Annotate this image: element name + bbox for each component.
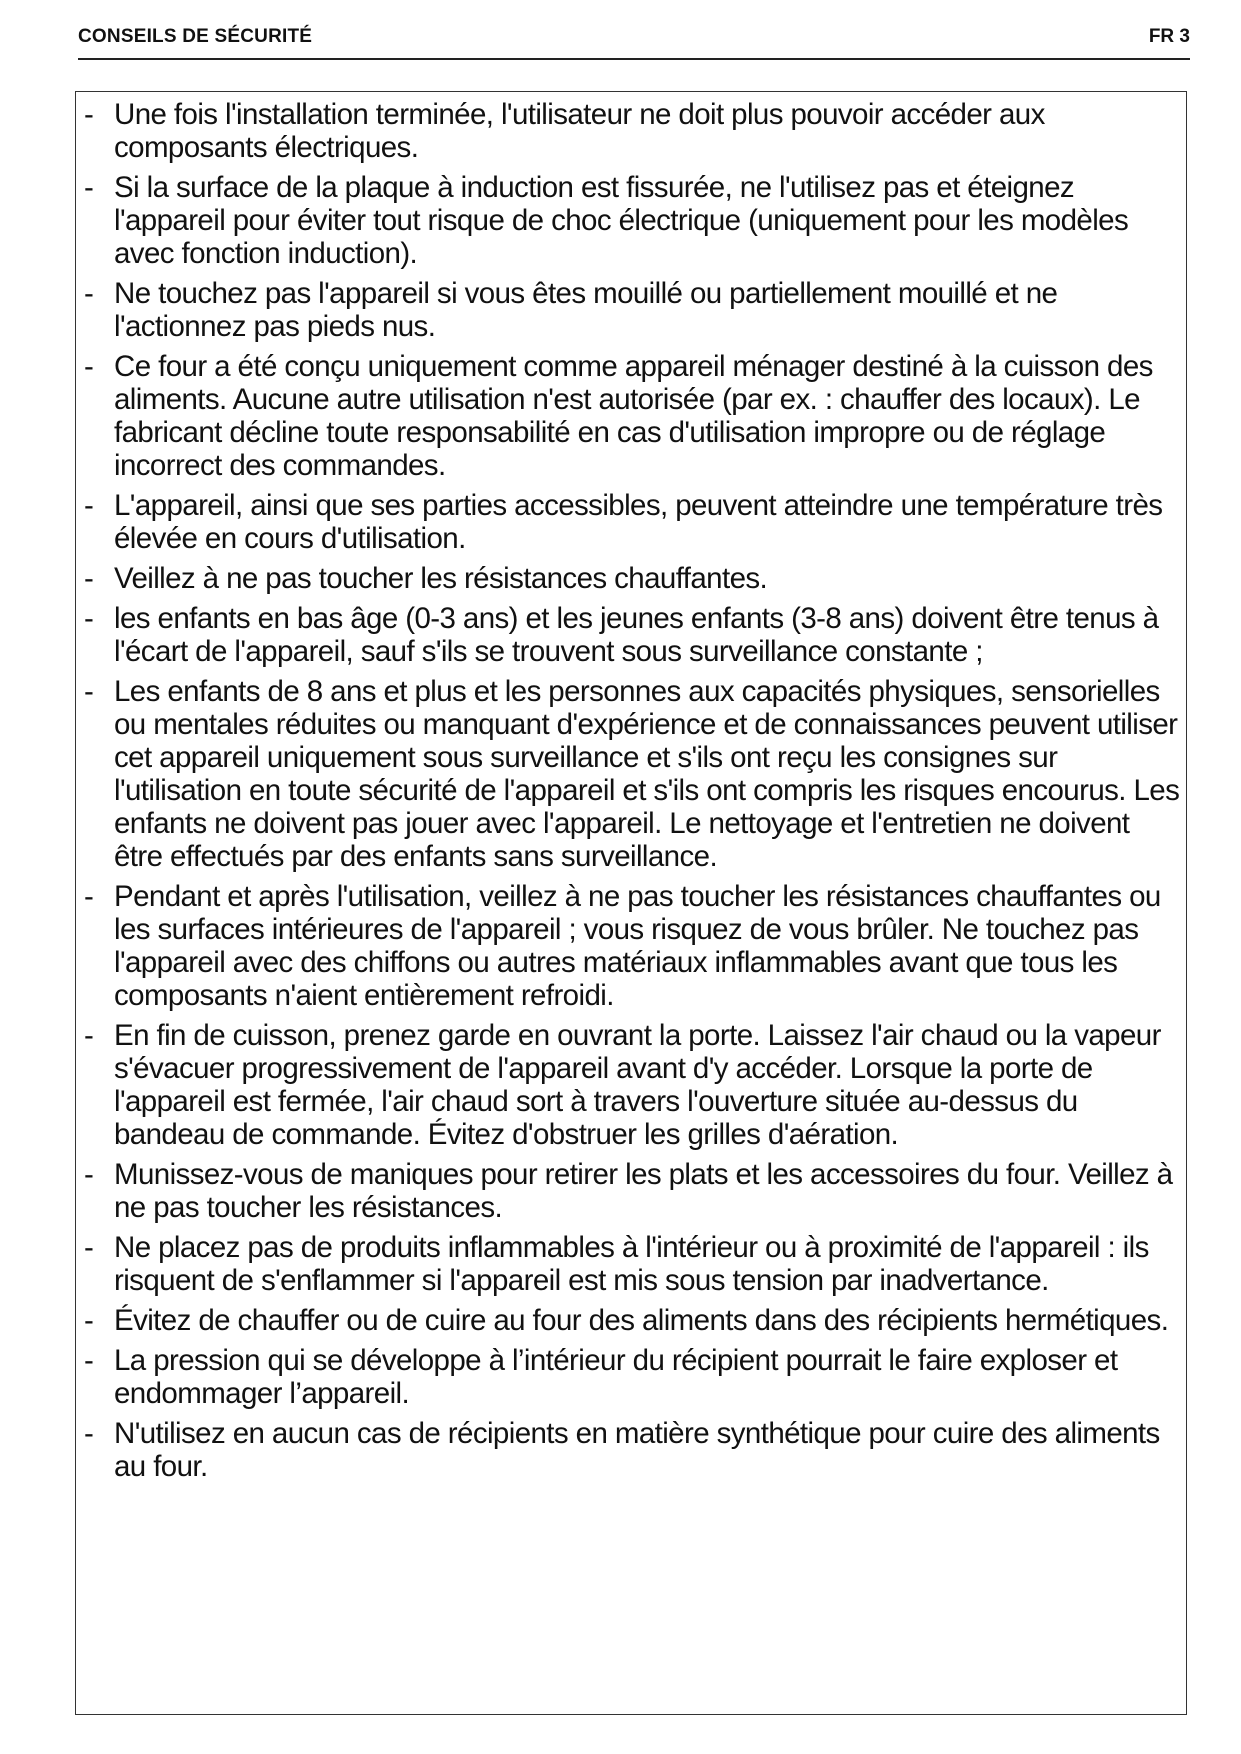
safety-rule-item: [76, 1344, 1180, 1410]
bullet-dash: -: [84, 675, 94, 708]
page-header: [78, 24, 1190, 60]
safety-rule-item: [76, 1158, 1180, 1224]
bullet-dash: -: [84, 98, 94, 131]
bullet-dash: -: [84, 489, 94, 522]
safety-rule-item: [76, 350, 1180, 482]
safety-rule-item: [76, 562, 1180, 595]
section-title: CONSEILS DE SÉCURITÉ: [78, 26, 313, 47]
safety-rule-item: [76, 489, 1180, 555]
safety-rule-item: [76, 675, 1180, 873]
safety-rule-item: [76, 277, 1180, 343]
safety-rule-item: [76, 1417, 1180, 1483]
safety-rule-text: Munissez-vous de maniques pour retirer les plats et les accessoires du four. Veillez à ne pas toucher les résistances.: [114, 1158, 1173, 1224]
bullet-dash: -: [84, 171, 94, 204]
bullet-dash: -: [84, 277, 94, 310]
bullet-dash: -: [84, 1231, 94, 1264]
safety-rule-text: Si la surface de la plaque à induction est fissurée, ne l'utilisez pas et éteignez l'appareil pour éviter tout risque de choc électrique (uniquement pour les modèles avec fonction induction).: [114, 171, 1129, 270]
safety-rule-text: La pression qui se développe à l’intérieur du récipient pourrait le faire exploser et endommager l’appareil.: [114, 1344, 1118, 1410]
page-number: FR 3: [1148, 26, 1190, 47]
safety-rule-text: En fin de cuisson, prenez garde en ouvrant la porte. Laissez l'air chaud ou la vapeur s'évacuer progressivement de l'appareil avant d'y accéder. Lorsque la porte de l'appareil est fermée, l'air chaud sort à travers l'ouverture située au-dessus du bandeau de commande. Évitez d'obstruer les grilles d'aération.: [114, 1019, 1161, 1151]
safety-rule-item: [76, 602, 1180, 668]
bullet-dash: -: [84, 562, 94, 595]
safety-rule-text: N'utilisez en aucun cas de récipients en matière synthétique pour cuire des aliments au four.: [114, 1417, 1160, 1483]
safety-rule-text: Pendant et après l'utilisation, veillez à ne pas toucher les résistances chauffantes ou les surfaces intérieures de l'appareil ; vous risquez de vous brûler. Ne touchez pas l'appareil avec des chiffons ou autres matériaux inflammables avant que tous les composants n'aient entièrement refroidi.: [114, 880, 1161, 1012]
bullet-dash: -: [84, 1158, 94, 1191]
safety-rule-text: Évitez de chauffer ou de cuire au four des aliments dans des récipients hermétiques.: [114, 1304, 1169, 1337]
safety-rule-item: [76, 98, 1180, 164]
safety-rule-text: Ce four a été conçu uniquement comme appareil ménager destiné à la cuisson des aliments. Aucune autre utilisation n'est autorisée (par ex. : chauffer des locaux). Le fabricant décline toute responsabilité en cas d'utilisation impropre ou de réglage incorrect des commandes.: [114, 350, 1153, 482]
safety-rule-text: Les enfants de 8 ans et plus et les personnes aux capacités physiques, sensorielles ou mentales réduites ou manquant d'expérience et de connaissances peuvent utiliser cet appareil uniquement sous surveillance et s'ils ont reçu les consignes sur l'utilisation en toute sécurité de l'appareil et s'ils ont compris les risques encourus. Les enfants ne doivent pas jouer avec l'appareil. Le nettoyage et l'entretien ne doivent être effectués par des enfants sans surveillance.: [114, 675, 1180, 873]
bullet-dash: -: [84, 1417, 94, 1450]
safety-rules-list: [76, 92, 1186, 1483]
bullet-dash: -: [84, 1019, 94, 1052]
safety-rule-text: les enfants en bas âge (0-3 ans) et les jeunes enfants (3-8 ans) doivent être tenus à l'écart de l'appareil, sauf s'ils se trouvent sous surveillance constante ;: [114, 602, 1159, 668]
safety-rule-item: [76, 880, 1180, 1012]
safety-rule-text: Une fois l'installation terminée, l'utilisateur ne doit plus pouvoir accéder aux composants électriques.: [114, 98, 1045, 164]
bullet-dash: -: [84, 602, 94, 635]
safety-rule-text: Ne touchez pas l'appareil si vous êtes mouillé ou partiellement mouillé et ne l'actionnez pas pieds nus.: [114, 277, 1058, 343]
safety-rule-text: L'appareil, ainsi que ses parties accessibles, peuvent atteindre une température très élevée en cours d'utilisation.: [114, 489, 1163, 555]
bullet-dash: -: [84, 880, 94, 913]
bullet-dash: -: [84, 1304, 94, 1337]
safety-rule-text: Ne placez pas de produits inflammables à l'intérieur ou à proximité de l'appareil : ils risquent de s'enflammer si l'appareil est mis sous tension par inadvertance.: [114, 1231, 1149, 1297]
safety-rule-item: [76, 1304, 1180, 1337]
safety-rule-item: [76, 171, 1180, 270]
safety-rules-box: [75, 91, 1187, 1715]
bullet-dash: -: [84, 1344, 94, 1377]
safety-rule-text: Veillez à ne pas toucher les résistances chauffantes.: [114, 562, 768, 595]
safety-rule-item: [76, 1019, 1180, 1151]
bullet-dash: -: [84, 350, 94, 383]
safety-rule-item: [76, 1231, 1180, 1297]
